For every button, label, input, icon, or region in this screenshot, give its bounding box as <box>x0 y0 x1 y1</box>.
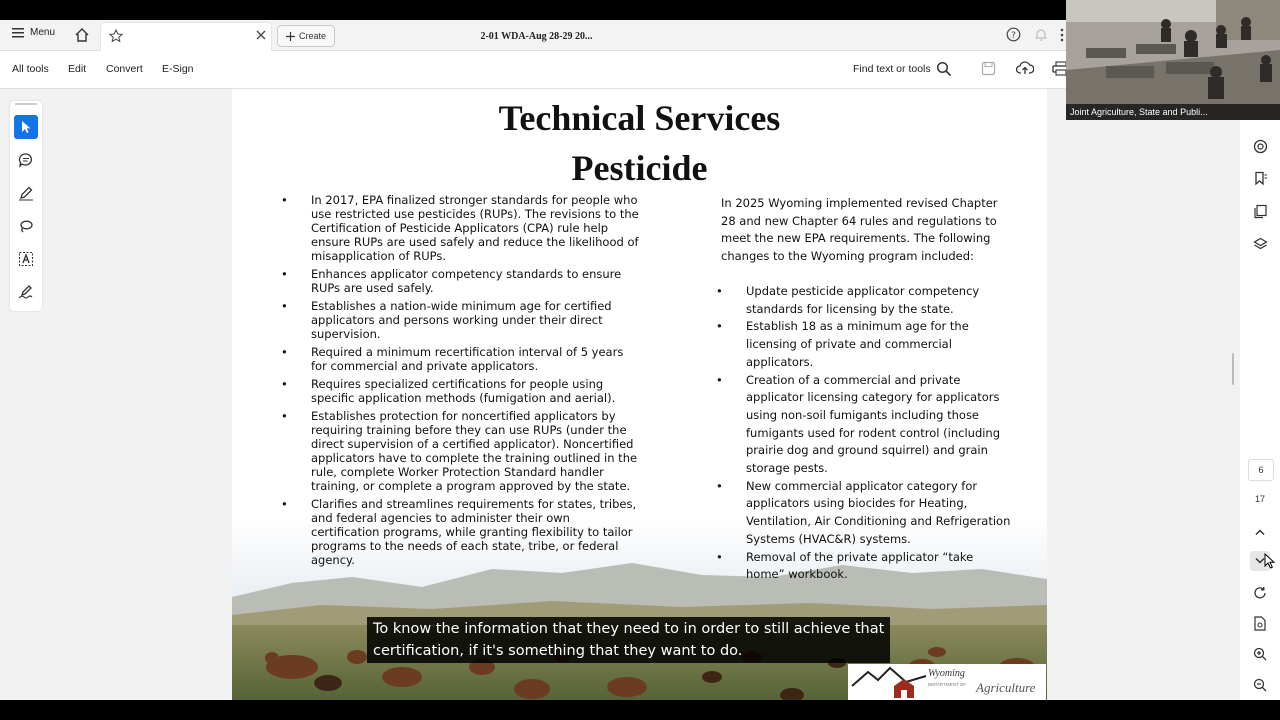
bell-icon[interactable] <box>1034 27 1048 42</box>
left-bullet-list <box>311 193 641 571</box>
menu-button[interactable] <box>12 27 55 38</box>
wyoming-agriculture-logo <box>848 664 1046 700</box>
search-icon[interactable] <box>936 61 952 77</box>
bookmark-icon <box>1253 171 1268 186</box>
ai-assistant-button[interactable] <box>1250 136 1270 156</box>
apps-icon[interactable] <box>1058 27 1066 43</box>
pencil-icon <box>18 185 34 201</box>
lasso-icon <box>18 218 34 234</box>
copy-pages-icon <box>1253 204 1268 219</box>
right-tool-rail <box>1240 89 1280 700</box>
bottom-letterbox <box>0 700 1280 720</box>
previous-page-button[interactable] <box>1250 522 1270 542</box>
caption-line-2: certification, if it's something that they want to do. <box>373 643 743 659</box>
zoom-in-icon <box>1253 647 1267 661</box>
right-bullet: • Establish 18 as a minimum age for the licensing of private and commercial applicators. <box>746 318 1011 371</box>
zoom-out-icon <box>1253 678 1267 692</box>
current-page-field[interactable]: 6 <box>1248 459 1274 481</box>
cloud-upload-icon[interactable] <box>1016 60 1034 76</box>
logo-barn-mountain-icon <box>850 664 928 700</box>
meeting-room-video <box>1066 0 1280 104</box>
convert-link[interactable]: Convert <box>106 63 143 75</box>
layers-icon <box>1253 237 1268 252</box>
select-tool[interactable] <box>14 115 38 139</box>
slide-title-line1: Technical Services <box>498 98 781 138</box>
right-bullet-list <box>746 283 1011 584</box>
close-icon[interactable] <box>255 29 267 41</box>
freehand-tool[interactable] <box>14 214 38 238</box>
top-toolbar <box>0 51 1066 89</box>
text-box-icon <box>18 251 34 267</box>
left-bullet: • Establishes protection for noncertified applicators by requiring training before they can use RUPs (under the direct supervision of a certified applicator). Noncertified applicators have to complete the training outlined in the rule, complete Worker Protection Standard handler training, or complete a program approved by the state. <box>311 409 641 493</box>
right-bullet: • Update pesticide applicator competency standards for licensing by the state. <box>746 283 1011 318</box>
total-pages-label: 17 <box>1254 494 1265 504</box>
right-bullet: • Creation of a commercial and private applicator licensing category for applicators using non-soil fumigants including those fumigants used for rodent control (including prairie dog and ground squirrel) and grain storage pests. <box>746 372 1011 478</box>
edit-link[interactable]: Edit <box>68 63 87 75</box>
sign-tool[interactable] <box>14 280 38 304</box>
text-tool[interactable] <box>14 247 38 271</box>
vertical-scrollbar[interactable] <box>1232 353 1234 385</box>
right-intro-text: In 2025 Wyoming implemented revised Chapter 28 and new Chapter 64 rules and regulations to meet the new EPA requirements. The following changes to the Wyoming program included: <box>721 196 998 263</box>
svg-text:?: ? <box>1011 31 1016 41</box>
left-bullet: • Requires specialized certifications for people using specific application methods (fumigation and aerial). <box>311 377 641 405</box>
left-tool-rail <box>10 101 42 311</box>
left-bullet: • Enhances applicator competency standards to ensure RUPs are used safely. <box>311 267 641 295</box>
left-bullet: • Clarifies and streamlines requirements for states, tribes, and federal agencies to administer their own certification programs, while granting flexibility to tailor programs to the needs of each state, tribe, or federal agency. <box>311 497 641 567</box>
logo-department-text: DEPARTMENT OF <box>928 682 967 687</box>
tab-title: 2-01 WDA-Aug 28-29 20... <box>480 31 593 42</box>
slide-title-line2: Pesticide <box>571 148 708 188</box>
left-bullet: • Establishes a nation-wide minimum age for certified applicators and persons working under their direct supervision. <box>311 299 641 341</box>
ai-assistant-icon <box>1253 139 1268 154</box>
page-thumbnails-button[interactable] <box>1250 201 1270 221</box>
logo-wyoming-text: Wyoming <box>928 668 965 679</box>
esign-link[interactable]: E-Sign <box>162 63 194 75</box>
rail-grip[interactable] <box>15 103 37 105</box>
right-bullet: • Removal of the private applicator “take home” workbook. <box>746 549 1011 584</box>
refresh-icon <box>1253 586 1267 600</box>
pdf-page <box>232 89 1047 700</box>
mouse-pointer-icon <box>1264 553 1276 569</box>
print-icon[interactable] <box>1052 61 1066 76</box>
caption-line-1: To know the information that they need to in order to still achieve that <box>373 621 885 637</box>
document-viewer[interactable] <box>0 89 1240 700</box>
home-icon[interactable] <box>74 27 90 43</box>
help-icon[interactable] <box>1006 27 1021 42</box>
cursor-arrow-icon <box>20 120 32 134</box>
find-tools-field[interactable]: Find text or tools <box>853 63 931 75</box>
create-button[interactable] <box>277 25 335 47</box>
menu-label: Menu <box>30 27 56 38</box>
left-bullet: • Required a minimum recertification interval of 5 years for commercial and private applicators. <box>311 345 641 373</box>
video-room-label: Joint Agriculture, State and Publi... <box>1066 104 1280 120</box>
all-tools-link[interactable]: All tools <box>12 63 49 75</box>
star-icon[interactable] <box>109 29 123 43</box>
hamburger-icon <box>12 28 24 38</box>
left-bullet: • In 2017, EPA finalized stronger standards for people who use restricted use pesticides (RUPs). The revisions to the Certification of Pesticide Applicators (CPA) rule help ensure RUPs are used safely and reduce the likelihood of misapplication of RUPs. <box>311 193 641 263</box>
zoom-in-button[interactable] <box>1250 644 1270 664</box>
zoom-out-button[interactable] <box>1250 675 1270 695</box>
comment-icon <box>18 152 34 168</box>
page-settings-button[interactable] <box>1250 613 1270 633</box>
save-icon[interactable] <box>981 61 996 76</box>
logo-agriculture-text: Agriculture <box>976 680 1036 695</box>
right-bullet: • New commercial applicator category for applicators using biocides for Heating, Ventilation, Air Conditioning and Refrigeration Systems (HVAC&R) systems. <box>746 478 1011 549</box>
signature-pen-icon <box>18 284 34 300</box>
layers-button[interactable] <box>1250 234 1270 254</box>
live-caption <box>367 617 890 663</box>
file-settings-icon <box>1253 616 1267 631</box>
tab-bar <box>0 20 1066 51</box>
create-label: Create <box>298 31 326 41</box>
meeting-video-feed[interactable] <box>1066 0 1280 120</box>
bookmarks-button[interactable] <box>1250 168 1270 188</box>
draw-tool[interactable] <box>14 181 38 205</box>
rotate-button[interactable] <box>1250 583 1270 603</box>
chevron-up-icon <box>1254 528 1266 536</box>
plus-icon <box>286 32 295 41</box>
comment-tool[interactable] <box>14 148 38 172</box>
